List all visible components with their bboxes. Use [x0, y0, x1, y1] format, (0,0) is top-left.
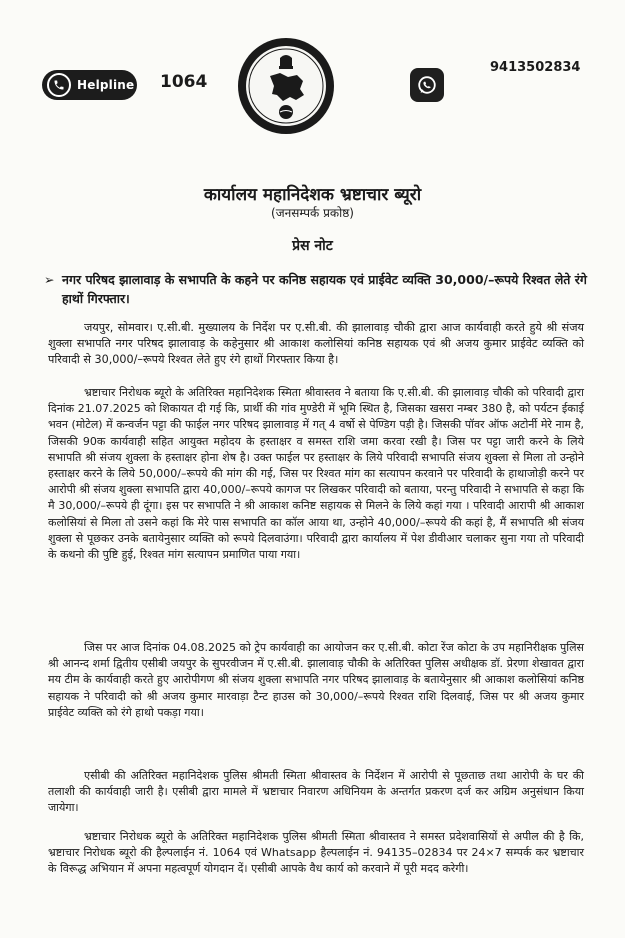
- whatsapp-number: 9413502834: [490, 60, 581, 75]
- whatsapp-icon: [410, 68, 444, 102]
- office-subtitle: (जनसम्पर्क प्रकोष्ठ): [271, 206, 354, 220]
- state-emblem-logo: [236, 36, 336, 136]
- helpline-number: 1064: [160, 72, 208, 92]
- paragraph-trap: जिस पर आज दिनांक 04.08.2025 को ट्रेप कार्यवाही का आयोजन कर ए.सी.बी. कोटा रेंज कोटा के उप महानिरीक्षक पुलिस श्री आनन्द शर्मा द्वितीय एसीबी जयपुर के सुपरवीजन में ए.सी.बी. झालावाड़ चौकी के अतिरिक्त पुलिस अधीक्षक डॉ. प्रेरणा शेखावत द्वारा मय टीम के कार्यवाही करते हुए आरोपीगण श्री संजय शुक्ला सभापति नगर परिषद झालावाड़ के बतायेनुसार श्री आकाश कलोसियां कनिष्ठ सहायक ने परिवादी को श्री अजय कुमार मारवाड़ा टैन्ट हाउस को 30,000/–रूपये रिश्वत राशि दिलवाई, जिस पर श्री अजय कुमार प्राईवेट व्यक्ति को रंगे हाथो पकड़ा गया।: [48, 641, 584, 719]
- headline-text: नगर परिषद झालावाड़ के सभापति के कहने पर कनिष्ठ सहायक एवं प्राईवेट व्यक्ति 30,000/–रूपये रिश्वत लेते रंगे हाथों गिरफ्तार।: [62, 272, 587, 306]
- paragraph-appeal: भ्रष्टाचार निरोधक ब्यूरो के अतिरिक्त महानिदेशक पुलिस श्रीमती स्मिता श्रीवास्तव ने समस्त प्रदेशवासियों से अपील की है कि, भ्रष्टाचार निरोधक ब्यूरो की हैल्पलाईन नं. 1064 एवं Whatsapp हैल्पलाईन नं. 94135–02834 पर 24×7 सम्पर्क कर भ्रष्टाचार के विरूद्ध अभियान में अपना महत्वपूर्ण योगदान दें। एसीबी आपके वैध कार्य को करवाने में पूरी मदद करेगी।: [48, 830, 584, 876]
- paragraph-complaint: भ्रष्टाचार निरोधक ब्यूरो के अतिरिक्त महानिदेशक स्मिता श्रीवास्तव ने बताया कि ए.सी.बी. की झालावाड़ चौकी को परिवादी द्वारा दिनांक 21.07.2025 को शिकायत दी गई कि, प्रार्थी की गांव मुण्डेरी में भूमि स्थित है, जिसका खसरा नम्बर 380 है, को पर्यटन ईकाई भवन (मोटेल) में कन्वर्जन पट्टा की फाईल नगर परिषद झालावाड़ में गत् 4 वर्षो से पेण्डिग पड़ी है। जिसकी पॉवर ऑफ अटोर्नी मेरे नाम है, जिसकी 90क कार्यवाही सहित आयुक्त महोदय के हस्ताक्षर व समस्त राशि जमा करवा रखी है। जिस पर पट्टा जारी करने के लिये सभापति श्री संजय शुक्ला के हस्ताक्षर होना शेष है। उक्त फाईल पर हस्ताक्षर के लिये परिवादी सभापति संजय शुक्ला से मिला तो उन्होने हस्ताक्षर करने के लिये 50,000/–रूपये की मांग की गई, जिस पर रिश्वत मांग का सत्यापन करवाने पर परिवादी के हाथाजोड़ी करने पर आरोपी श्री संजय शुक्ला सभापति द्वारा 40,000/–रूपये कागज पर लिखकर परिवादी को बताया, परन्तु परिवादी ने सभापति से कहा कि मै 30,000/–रूपये ही दूंगा। इस पर सभापति ने श्री आकाश कनिष्ट सहायक से मिलने के लिये कहां गया । परिवादी आरापी श्री आकाश कलोसियां से मिला तो उसने कहां कि मेरे पास सभापति का कॉल आया था, उन्होने 40,000/–रूपये की कहां है, मैं सभापति श्री संजय शुक्ला से पूछकर उनके बतायेनुसार व्यक्ति को रूपये दिलवाउंगा। परिवादी द्वारा कार्यालय में पेश डीवीआर चलाकर सुना गया तो परिवादी के कथनो की पुष्टि हुई, रिश्वत मांग सत्यापन प्रमाणित पाया गया।: [48, 386, 584, 562]
- helpline-badge: [42, 70, 137, 100]
- press-note-heading: प्रेस नोट: [292, 238, 333, 254]
- paragraph-investigation: एसीबी की अतिरिक्त महानिदेशक पुलिस श्रीमती स्मिता श्रीवास्तव के निर्देशन में आरोपी से पूछताछ तथा आरोपी के घर की तलाशी की कार्यवाही जारी है। एसीबी द्वारा मामले में भ्रष्टाचार निवारण अधिनियम के अन्तर्गत प्रकरण दर्ज कर अग्रिम अनुसंधान किया जायेगा।: [48, 769, 584, 815]
- headline: [44, 270, 587, 308]
- arrow-bullet-icon: ➢: [44, 272, 55, 287]
- helpline-label: Helpline: [77, 78, 135, 92]
- office-title: कार्यालय महानिदेशक भ्रष्टाचार ब्यूरो: [203, 185, 422, 205]
- paragraph-intro: जयपुर, सोमवार। ए.सी.बी. मुख्यालय के निर्देश पर ए.सी.बी. की झालावाड़ चौकी द्वारा आज कार्यवाही करते हुये श्री संजय शुक्ला सभापति नगर परिषद झालावाड़ के कहेनुसार श्री आकाश कलोसियां कनिष्ठ सहायक एवं श्री अजय कुमार प्राईवेट व्यक्ति को परिवादी से 30,000/–रूपये रिश्वत लेते हुए रंगे हाथों गिरफ्तार किया है।: [48, 321, 584, 367]
- phone-icon: [47, 73, 71, 97]
